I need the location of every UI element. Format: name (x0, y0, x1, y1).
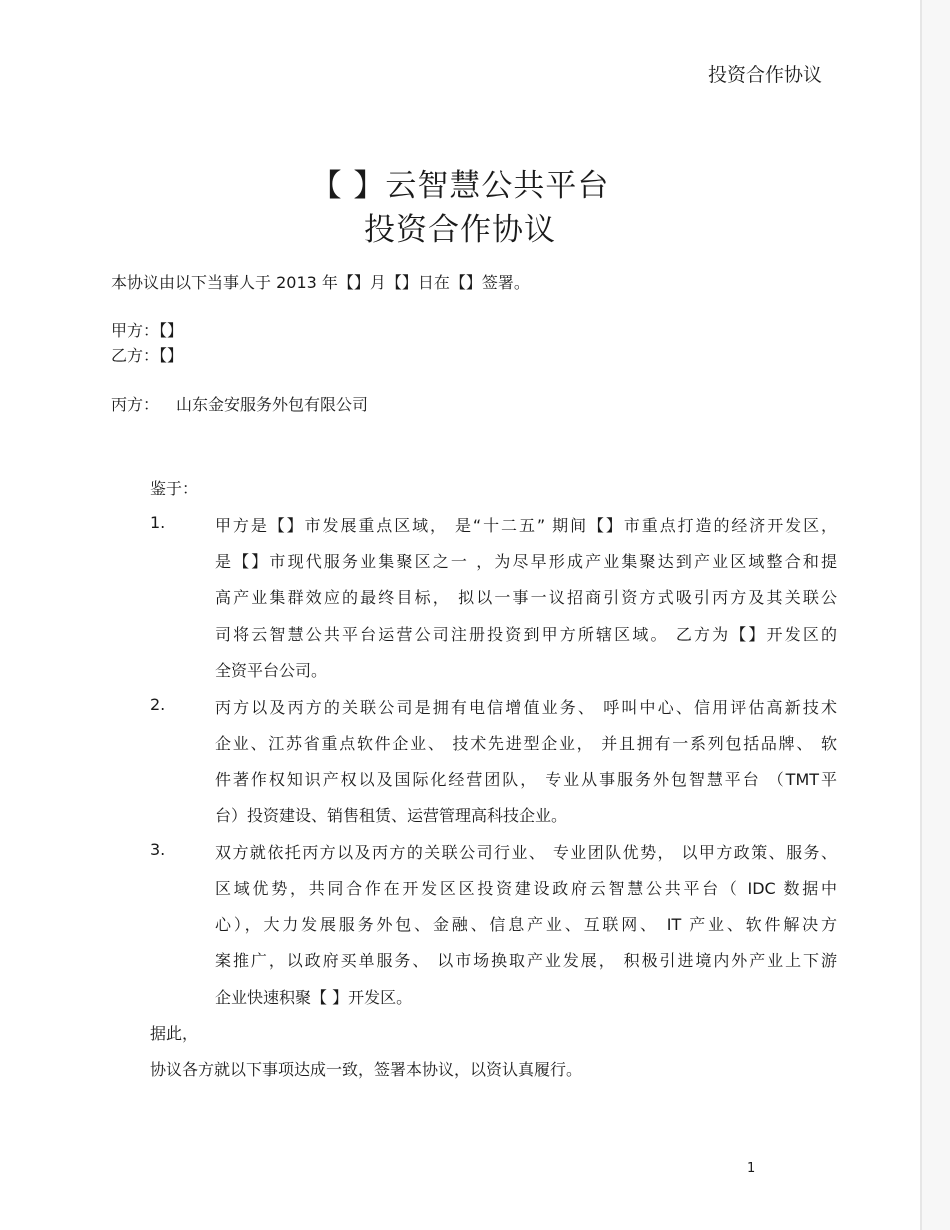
clause-line: 件著作权知识产权以及国际化经营团队， 专业从事服务外包智慧平台 （TMT平 (215, 770, 837, 789)
clause-line: 企业快速积聚【 】开发区。 (215, 988, 413, 1007)
clause-number: 1. (150, 513, 166, 532)
clause-line: 区域优势，共同合作在开发区区投资建设政府云智慧公共平台（ IDC 数据中 (215, 879, 837, 898)
page-number: 1 (747, 1161, 756, 1176)
clause-line: 甲方是【】市发展重点区域， 是“十二五” 期间【】市重点打造的经济开发区， (215, 516, 837, 535)
therefore-text: 据此， (150, 1024, 199, 1043)
clause-line: 是【】市现代服务业集聚区之一 ，为尽早形成产业集聚达到产业区域整合和提 (215, 552, 837, 571)
clause-line: 案推广，以政府买单服务、 以市场换取产业发展， 积极引进境内外产业上下游 (215, 951, 837, 970)
clause-line: 司将云智慧公共平台运营公司注册投资到甲方所辖区域。 乙方为【】开发区的 (215, 625, 837, 644)
party-b: 乙方：【】 (111, 346, 184, 365)
viewer-background (922, 0, 950, 1230)
clause-number: 2. (150, 695, 166, 714)
clause-line: 台）投资建设、销售租赁、运营管理高科技企业。 (215, 806, 568, 825)
party-c-label: 丙方： (111, 395, 160, 414)
clause-number: 3. (150, 840, 166, 859)
party-c-name: 山东金安服务外包有限公司 (176, 395, 369, 414)
clause-line: 双方就依托丙方以及丙方的关联公司行业、 专业团队优势， 以甲方政策、服务、 (215, 843, 837, 862)
clause-line: 丙方以及丙方的关联公司是拥有电信增值业务、 呼叫中心、信用评估高新技术 (215, 698, 837, 717)
clause-line: 全资平台公司。 (215, 661, 328, 680)
running-header: 投资合作协议 (708, 64, 823, 86)
clause-line: 高产业集群效应的最终目标， 拟以一事一议招商引资方式吸引丙方及其关联公 (215, 588, 837, 607)
agreement-statement: 协议各方就以下事项达成一致，签署本协议，以资认真履行。 (150, 1060, 583, 1079)
party-a: 甲方：【】 (111, 321, 184, 340)
intro-sentence: 本协议由以下当事人于 2013 年【】月【】日在【】签署。 (111, 273, 530, 292)
clause-line: 心），大力发展服务外包、金融、信息产业、互联网、 IT 产业、软件解决方 (215, 915, 837, 934)
whereas-heading: 鉴于： (150, 479, 199, 498)
document-title-line1: 【 】云智慧公共平台 (310, 168, 610, 204)
document-title-line2: 投资合作协议 (364, 212, 556, 248)
clause-line: 企业、江苏省重点软件企业、 技术先进型企业， 并且拥有一系列包括品牌、 软 (215, 734, 837, 753)
